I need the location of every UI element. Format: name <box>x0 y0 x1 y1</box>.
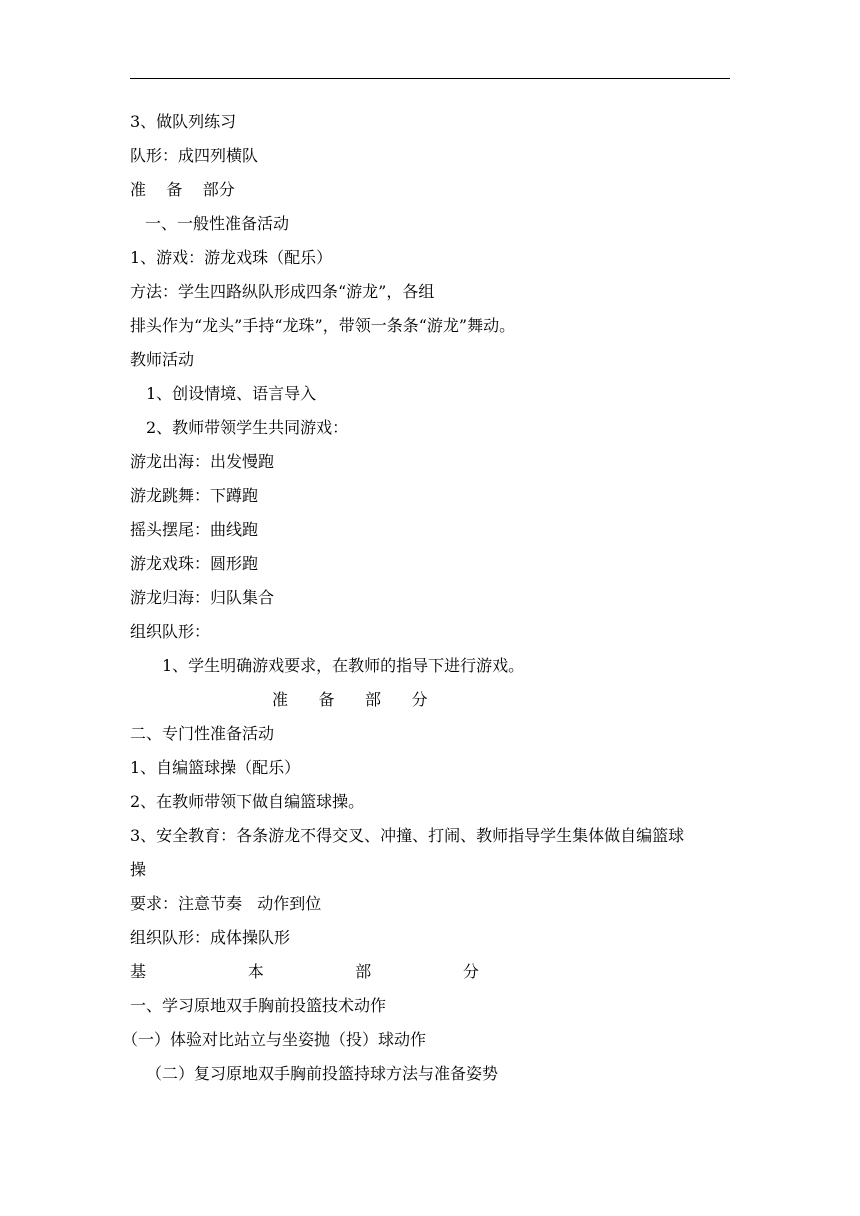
text-line: 操 <box>130 860 147 879</box>
text-line: 要求：注意节奏 动作到位 <box>130 894 322 913</box>
text-line: 1、学生明确游戏要求，在教师的指导下进行游戏。 <box>162 656 525 675</box>
text-line: 教师活动 <box>130 350 195 369</box>
text-line: 1、创设情境、语言导入 <box>146 384 317 403</box>
text-line: （二）复习原地双手胸前投篮持球方法与准备姿势 <box>146 1064 499 1083</box>
text-line: 游龙戏珠：圆形跑 <box>130 554 259 573</box>
text-line: 3、做队列练习 <box>130 112 237 131</box>
header-rule <box>130 78 730 79</box>
section-heading: 准 备 部分 <box>130 180 235 199</box>
text-line: 一、学习原地双手胸前投篮技术动作 <box>130 996 387 1015</box>
text-line: 3、安全教育：各条游龙不得交叉、冲撞、打闹、教师指导学生集体做自编篮球 <box>130 826 685 845</box>
text-line: 游龙归海：归队集合 <box>130 588 275 607</box>
text-line: 游龙跳舞：下蹲跑 <box>130 486 259 505</box>
text-line: 一、一般性准备活动 <box>145 214 290 233</box>
text-line: 二、专门性准备活动 <box>130 724 275 743</box>
text-line: 2、教师带领学生共同游戏： <box>146 418 349 437</box>
section-heading: 基 本 部 分 <box>130 962 479 981</box>
text-line: 排头作为“龙头”手持“龙珠”，带领一条条“游龙”舞动。 <box>130 316 516 335</box>
text-line: 组织队形：成体操队形 <box>130 928 291 947</box>
text-line: 1、自编篮球操（配乐） <box>130 758 301 777</box>
text-line: 组织队形： <box>130 622 211 641</box>
text-line: 摇头摆尾：曲线跑 <box>130 520 259 539</box>
section-heading: 准 备 部 分 <box>272 690 428 709</box>
text-line: 队形：成四列横队 <box>130 146 259 165</box>
text-line: 方法：学生四路纵队形成四条“游龙”，各组 <box>130 282 435 301</box>
text-line: 2、在教师带领下做自编篮球操。 <box>130 792 365 811</box>
text-line: （一）体验对比站立与坐姿抛（投）球动作 <box>122 1030 427 1049</box>
text-line: 1、游戏：游龙戏珠（配乐） <box>130 248 333 267</box>
text-line: 游龙出海：出发慢跑 <box>130 452 275 471</box>
